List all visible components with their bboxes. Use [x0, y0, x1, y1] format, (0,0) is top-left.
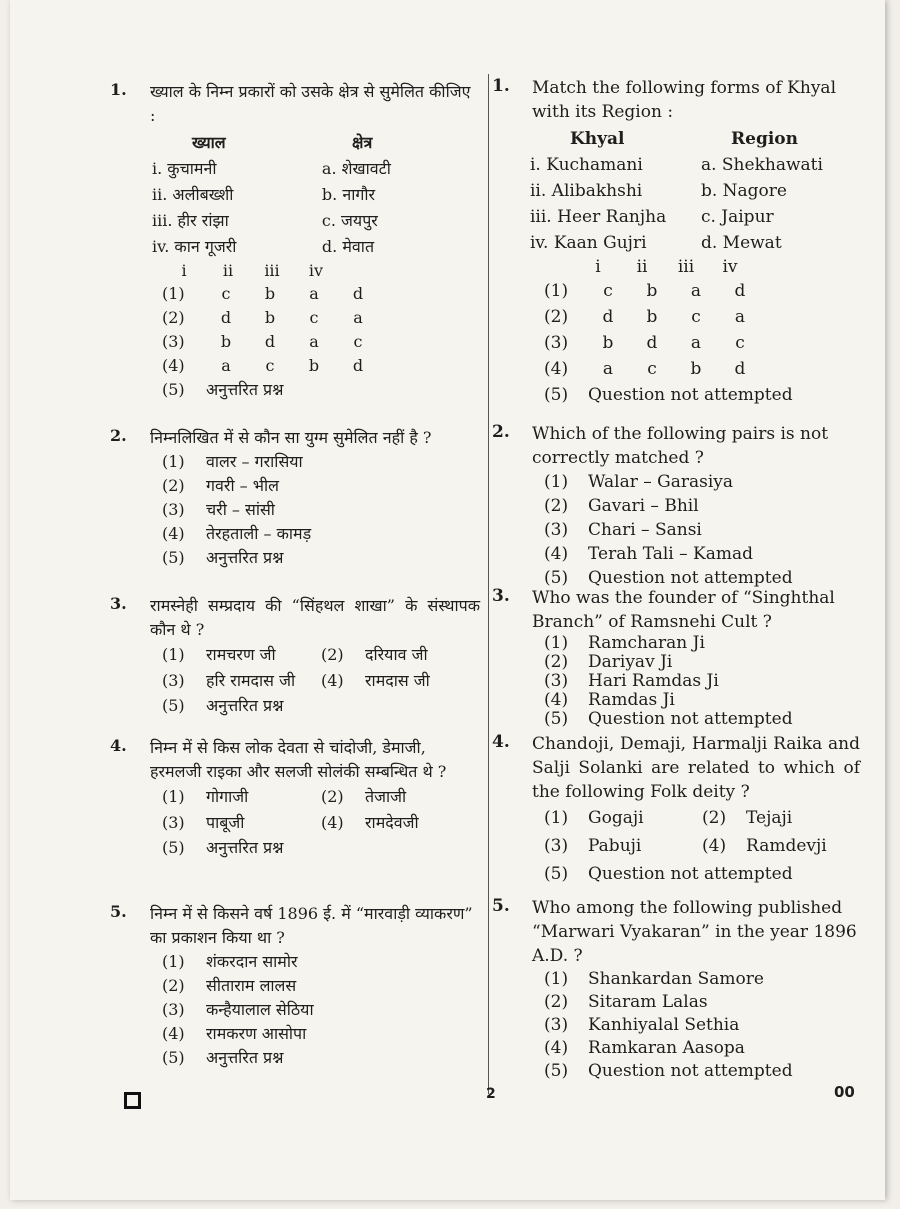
option-number: (4) [702, 836, 727, 856]
match-left: ii. अलीबख्शी [152, 185, 234, 204]
option [162, 498, 480, 522]
code-col: iii [677, 257, 695, 277]
option [162, 378, 480, 402]
option-number: (2) [702, 808, 727, 828]
english-question-3 [492, 586, 860, 729]
option-number: (2) [544, 652, 569, 672]
option-text: हरि रामदास जी [206, 671, 296, 690]
option-text: सीताराम लालस [206, 976, 297, 995]
option-row [162, 810, 480, 836]
option-number: (1) [544, 472, 569, 492]
option-number: (4) [544, 359, 569, 379]
option [162, 950, 480, 974]
option [544, 1037, 860, 1060]
option [544, 518, 860, 542]
code-option [162, 282, 480, 306]
option-text: कन्हैयालाल सेठिया [206, 1000, 314, 1019]
code-option [544, 356, 860, 382]
option-number: (4) [162, 1024, 185, 1043]
option-number: (5) [544, 385, 569, 405]
option-number: (1) [544, 633, 569, 653]
option-text: शंकरदान सामोर [206, 952, 298, 971]
option-row [162, 668, 480, 694]
option-number: (3) [162, 813, 185, 832]
option-number: (5) [544, 1061, 569, 1081]
option [544, 1060, 860, 1083]
option-number: (4) [544, 690, 569, 710]
option-text: Terah Tali – Kamad [588, 544, 754, 564]
option-text: Gogaji [588, 808, 644, 828]
option [544, 1014, 860, 1037]
option-text: Chari – Sansi [588, 520, 702, 540]
code-option [162, 330, 480, 354]
question-text: Who among the following published “Marwari Vyakaran” in the year 1896 A.D. ? [532, 898, 857, 966]
option-text: Hari Ramdas Ji [588, 671, 719, 691]
match-table [152, 130, 480, 260]
option-number: (1) [544, 281, 569, 301]
option-text: Question not attempted [588, 864, 793, 884]
option-number: (3) [162, 332, 185, 351]
code-option [162, 354, 480, 378]
question-text: निम्न में से किस लोक देवता से चांदोजी, डेमाजी, हरमलजी राइका और सलजी सोलंकी सम्बन्धित थे ? [150, 738, 447, 781]
hindi-question-3 [110, 594, 480, 718]
option [544, 634, 860, 653]
question-number: 5. [110, 902, 127, 921]
option [162, 694, 480, 718]
match-left: iii. हीर रांझा [152, 211, 229, 230]
question-number: 4. [110, 736, 127, 755]
option-text: गवरी – भील [206, 476, 280, 495]
hindi-question-2 [110, 426, 480, 570]
option [544, 672, 860, 691]
option [544, 382, 860, 408]
option-number: (2) [321, 645, 344, 664]
option-row [162, 784, 480, 810]
match-right: c. जयपुर [321, 211, 378, 230]
option-text: Gavari – Bhil [588, 496, 699, 516]
option-text: Pabuji [588, 836, 642, 856]
code-cell: c [647, 359, 657, 379]
question-number: 3. [110, 594, 127, 613]
english-question-4 [492, 732, 860, 888]
code-cell: a [690, 333, 702, 353]
question-number: 4. [492, 732, 510, 752]
option-number: (1) [162, 284, 185, 303]
option-number: (5) [162, 838, 185, 857]
code-cell: b [646, 281, 658, 301]
option-text: Walar – Garasiya [588, 472, 734, 492]
code-cell: d [352, 356, 364, 375]
code-col: iii [264, 261, 280, 280]
option-number: (3) [544, 520, 569, 540]
code-option [544, 278, 860, 304]
option [162, 974, 480, 998]
code-cell: c [221, 284, 231, 303]
code-cell: b [308, 356, 320, 375]
code-col: iv [722, 257, 738, 277]
code-option [544, 304, 860, 330]
option [162, 474, 480, 498]
code-cell: b [602, 333, 614, 353]
option [544, 691, 860, 710]
match-left: iii. Heer Ranjha [530, 207, 667, 227]
code-option [544, 330, 860, 356]
question-paper-page [10, 0, 885, 1200]
match-left: iv. कान गूजरी [152, 237, 237, 256]
code-cell: d [646, 333, 658, 353]
option-number: (4) [162, 356, 185, 375]
question-text: Who was the founder of “Singhthal Branch” of Ramsnehi Cult ? [532, 588, 835, 632]
english-question-5 [492, 896, 860, 1083]
option-text: पाबूजी [206, 813, 245, 832]
code-col: ii [636, 257, 648, 277]
code-cell: b [646, 307, 658, 327]
question-text: Match the following forms of Khyal with its Region : [532, 78, 837, 122]
option-number: (5) [162, 1048, 185, 1067]
option-text: तेरहताली – कामड़ [206, 524, 312, 543]
option-text: Sitaram Lalas [588, 992, 708, 1012]
option-number: (4) [544, 544, 569, 564]
match-left: i. Kuchamani [530, 155, 643, 175]
option-row [162, 642, 480, 668]
code-cell: b [264, 284, 276, 303]
option-text: रामचरण जी [206, 645, 276, 664]
match-right: d. Mewat [700, 233, 782, 253]
option-number: (3) [162, 671, 185, 690]
option-text: अनुत्तरित प्रश्न [206, 1048, 284, 1067]
match-right: c. Jaipur [700, 207, 774, 227]
match-head-right: क्षेत्र [351, 133, 373, 152]
option-number: (1) [544, 808, 569, 828]
option-number: (2) [162, 308, 185, 327]
option-text: Dariyav Ji [588, 652, 673, 672]
code-header [162, 260, 480, 282]
option [162, 522, 480, 546]
hindi-question-1 [110, 80, 480, 402]
option-text: चरी – सांसी [206, 500, 275, 519]
option [162, 1046, 480, 1070]
match-left: iv. Kaan Gujri [530, 233, 647, 253]
option-text: Question not attempted [588, 709, 793, 729]
code-cell: c [603, 281, 613, 301]
match-left: ii. Alibakhshi [530, 181, 643, 201]
option [162, 998, 480, 1022]
match-right: a. Shekhawati [700, 155, 823, 175]
question-text: निम्न में से किसने वर्ष 1896 ई. में “मारवाड़ी व्याकरण” का प्रकाशन किया था ? [150, 904, 473, 947]
question-number: 5. [492, 896, 510, 916]
option-number: (1) [162, 952, 185, 971]
option-text: Ramkaran Aasopa [588, 1038, 745, 1058]
match-head-right: Region [731, 129, 798, 149]
question-number: 1. [110, 80, 127, 99]
code-cell: d [602, 307, 614, 327]
option-number: (3) [162, 1000, 185, 1019]
match-head-left: ख्याल [192, 133, 226, 152]
match-right: a. शेखावटी [321, 159, 391, 178]
question-number: 2. [110, 426, 127, 445]
option-text: रामदास जी [365, 671, 430, 690]
option [162, 1022, 480, 1046]
option [544, 653, 860, 672]
code-cell: a [221, 356, 231, 375]
option-number: (2) [162, 476, 185, 495]
code-cell: d [264, 332, 276, 351]
page-number: 2 [486, 1086, 496, 1102]
option-text: दरियाव जी [365, 645, 428, 664]
option-number: (5) [162, 548, 185, 567]
code-col: i [595, 257, 601, 277]
option-number: (1) [162, 787, 185, 806]
option-text: Ramdevji [746, 836, 827, 856]
option-text: Ramdas Ji [588, 690, 675, 710]
option [162, 450, 480, 474]
code-cell: b [264, 308, 276, 327]
option-text: रामकरण आसोपा [206, 1024, 307, 1043]
code-cell: a [309, 284, 319, 303]
option-text: Question not attempted [588, 385, 793, 405]
square-marker-icon [124, 1092, 141, 1109]
option-text: वालर – गरासिया [206, 452, 303, 471]
option-text: अनुत्तरित प्रश्न [206, 838, 284, 857]
hindi-question-4 [110, 736, 480, 860]
code-cell: d [220, 308, 232, 327]
code-cell: a [734, 307, 746, 327]
code-cell: c [265, 356, 275, 375]
option-number: (2) [162, 976, 185, 995]
option [544, 710, 860, 729]
code-cell: d [734, 281, 746, 301]
option-number: (1) [162, 645, 185, 664]
option-text: अनुत्तरित प्रश्न [206, 548, 284, 567]
option-number: (4) [321, 671, 344, 690]
option-row [544, 832, 860, 860]
english-question-1 [492, 76, 860, 408]
option [544, 860, 860, 888]
option [162, 836, 480, 860]
code-cell: a [353, 308, 363, 327]
code-cell: c [309, 308, 319, 327]
option [544, 470, 860, 494]
code-cell: b [690, 359, 702, 379]
code-cell: b [220, 332, 232, 351]
option [162, 546, 480, 570]
option-number: (5) [162, 696, 185, 715]
option-number: (5) [544, 864, 569, 884]
option-number: (1) [162, 452, 185, 471]
option-number: (5) [544, 709, 569, 729]
match-head-left: Khyal [570, 129, 625, 149]
code-cell: a [602, 359, 614, 379]
question-text: निम्नलिखित में से कौन सा युग्म सुमेलित नहीं है ? [150, 428, 432, 447]
question-number: 1. [492, 76, 510, 96]
question-text: रामस्नेही सम्प्रदाय की “सिंहथल शाखा” के संस्थापक कौन थे ? [150, 596, 480, 639]
code-col: iv [308, 261, 324, 280]
option-number: (3) [162, 500, 185, 519]
question-text: ख्याल के निम्न प्रकारों को उसके क्षेत्र से सुमेलित कीजिए : [150, 82, 471, 125]
code-cell: d [734, 359, 746, 379]
paper-code: 00 [834, 1083, 855, 1101]
option-number: (2) [544, 496, 569, 516]
option-number: (5) [544, 568, 569, 588]
option-text: रामदेवजी [365, 813, 419, 832]
option [544, 494, 860, 518]
code-cell: a [690, 281, 702, 301]
code-cell: c [691, 307, 701, 327]
option-number: (2) [544, 992, 569, 1012]
option-number: (3) [544, 671, 569, 691]
code-col: ii [222, 261, 234, 280]
option-number: (1) [544, 969, 569, 989]
english-question-2 [492, 422, 860, 590]
option-number: (3) [544, 333, 569, 353]
code-header [576, 256, 860, 278]
option-number: (4) [544, 1038, 569, 1058]
option-text: Ramcharan Ji [588, 633, 705, 653]
option-number: (3) [544, 836, 569, 856]
option-text: Question not attempted [588, 568, 793, 588]
option-number: (5) [162, 380, 185, 399]
match-right: b. नागौर [321, 185, 376, 204]
code-cell: c [735, 333, 745, 353]
column-divider [488, 74, 489, 1094]
option [544, 542, 860, 566]
option [544, 968, 860, 991]
question-text: Chandoji, Demaji, Harmalji Raika and Salji Solanki are related to which of the following Folk deity ? [532, 734, 860, 802]
option-text: Shankardan Samore [588, 969, 764, 989]
code-cell: a [309, 332, 319, 351]
option-text: तेजाजी [365, 787, 407, 806]
match-right: b. Nagore [700, 181, 787, 201]
option-row [544, 804, 860, 832]
code-cell: d [352, 284, 364, 303]
code-col: i [181, 261, 187, 280]
option-text: Kanhiyalal Sethia [588, 1015, 740, 1035]
option-text: Question not attempted [588, 1061, 793, 1081]
option-text: Tejaji [746, 808, 793, 828]
option-number: (2) [544, 307, 569, 327]
option-text: अनुत्तरित प्रश्न [206, 380, 284, 399]
option-text: गोगाजी [206, 787, 249, 806]
option-number: (4) [162, 524, 185, 543]
option-number: (4) [321, 813, 344, 832]
code-option [162, 306, 480, 330]
option-number: (3) [544, 1015, 569, 1035]
option-text: अनुत्तरित प्रश्न [206, 696, 284, 715]
hindi-question-5 [110, 902, 480, 1070]
match-right: d. मेवात [321, 237, 375, 256]
option-number: (2) [321, 787, 344, 806]
match-left: i. कुचामनी [152, 159, 217, 178]
match-table [530, 126, 860, 256]
option [544, 991, 860, 1014]
question-number: 2. [492, 422, 510, 442]
code-cell: c [353, 332, 363, 351]
question-text: Which of the following pairs is not correctly matched ? [532, 424, 829, 468]
question-number: 3. [492, 586, 510, 606]
